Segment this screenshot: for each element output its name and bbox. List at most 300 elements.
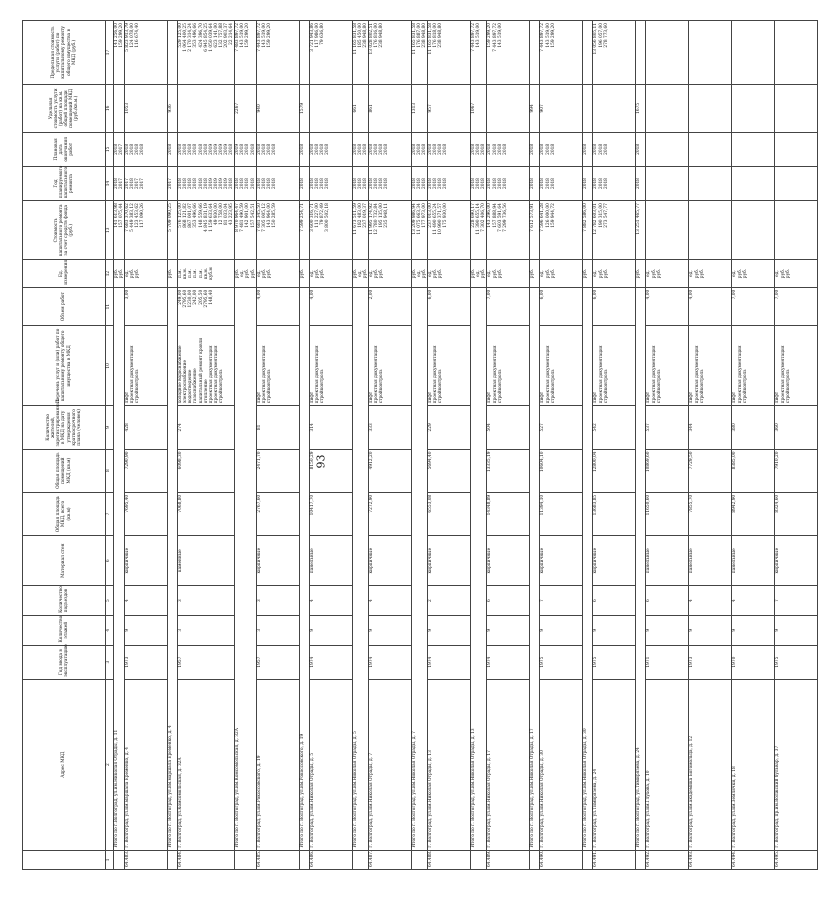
works-cell [125, 326, 168, 406]
residents-cell-value: 314 [309, 423, 315, 432]
works-cell [256, 326, 299, 406]
cost-value: 157 888,94 [492, 203, 498, 228]
column-number: 13 [106, 201, 114, 260]
works-cell [487, 326, 530, 406]
wall-material-cell-value: панельные [646, 548, 652, 574]
cost-value: 3 600 316,71 [309, 203, 315, 232]
cost-value: 7 305 005,12 [261, 203, 267, 232]
total-area-cell [593, 492, 636, 535]
wall-material-cell-value: кирпичные [593, 547, 599, 574]
unit-value: руб. [373, 268, 379, 279]
header-cell: Стоимость капитального ремонта за счет средств фонда (руб.) [23, 201, 106, 260]
floors-cell-value: 9 [775, 628, 781, 632]
date-value: 2018 [550, 143, 556, 155]
header-cell: Материал стен [23, 536, 106, 586]
limit-cost-value: 79 636,80 [319, 23, 325, 45]
residents-cell-value: 527 [540, 423, 546, 432]
premises-area-cell-value: 8150,29 [309, 451, 315, 470]
address-cell [125, 679, 168, 850]
specific-cost-cell [471, 84, 487, 132]
cost-value: 235 948,11 [384, 203, 390, 228]
floors-cell-value: 3 [256, 628, 262, 632]
building-row [593, 21, 636, 870]
limit-cost-cell [487, 21, 530, 85]
cost-value: 4 845 831,19 [203, 203, 209, 232]
work-item: лифт [646, 391, 652, 404]
header-cell: Количество этажей [23, 615, 106, 645]
specific-cost-cell [125, 84, 168, 132]
header-cell: Общая площадь помещений МКД (кв.м) [23, 449, 106, 492]
premises-area-cell [487, 449, 530, 492]
specific-cost-cell [178, 84, 235, 132]
total-area-cell [732, 492, 775, 535]
date-value: 2018 [250, 143, 256, 155]
row-number-cell [471, 850, 487, 869]
date-value: 2018 [125, 143, 131, 155]
premises-area-cell [732, 449, 775, 492]
date-value: 2018 [324, 143, 330, 155]
work-item: газоснабжение [193, 368, 199, 404]
total-area-cell-value: 7068,80 [178, 494, 184, 513]
entrances-cell [487, 586, 530, 616]
premises-area-cell-value: 8385,00 [732, 451, 738, 470]
residents-cell-value: 81 [256, 424, 262, 431]
date-value: 2018 [299, 143, 305, 155]
volume-cell [689, 287, 732, 326]
cost-value: 1 159 633,64 [208, 203, 214, 232]
row-number-cell [530, 850, 540, 869]
limit-cost-value: 7 443 897,72 [492, 23, 498, 52]
floors-cell-value: 9 [732, 628, 738, 632]
address-cell [732, 679, 775, 850]
cost-cell [540, 201, 583, 260]
commission-year-cell [689, 645, 732, 679]
subtotal-label-text: Итого по г. Волгоград, ул.им.Николая Отрады, д. 7 [411, 731, 417, 848]
subtotal-label [114, 287, 125, 850]
header-num-cell [23, 850, 106, 869]
floors-cell [428, 615, 471, 645]
cost-cell [593, 201, 636, 260]
premises-area-cell [368, 449, 411, 492]
address-text: г. Волгоград, ул.им.Николая Отрады, д. 30 [540, 750, 546, 848]
date-value: 2018 [428, 143, 434, 155]
date-value: 2018 [309, 143, 315, 155]
premises-area-cell [178, 449, 235, 492]
specific-cost-value: 1675 [636, 102, 642, 114]
year-value: 2018 [235, 178, 241, 190]
volume-cell [775, 287, 818, 326]
cost-value: 143 296,00 [487, 203, 493, 228]
unit-cell [428, 260, 471, 287]
date-cell [178, 132, 235, 166]
specific-cost-cell [299, 84, 309, 132]
year-value: 2018 [593, 178, 599, 190]
date-value: 2018 [240, 143, 246, 155]
limit-cost-cell [352, 21, 368, 85]
total-area-cell-value: 8942,90 [732, 494, 738, 513]
cost-value: 7 882 586,00 [583, 203, 589, 232]
premises-area-cell-value: 6098,30 [178, 451, 184, 470]
limit-cost-cell [299, 21, 309, 85]
premises-area-cell [689, 449, 732, 492]
volume-value: 7,00 [487, 289, 493, 300]
commission-year-cell-value: 1973 [689, 656, 695, 668]
building-row [775, 21, 818, 870]
specific-cost-cell [530, 84, 540, 132]
residents-cell-value: 380 [732, 423, 738, 432]
year-value: 2018 [114, 178, 119, 190]
building-row [125, 21, 168, 870]
year-value: 2018 [193, 178, 199, 190]
specific-cost-value: 940 [256, 104, 262, 113]
year-value: 2018 [438, 178, 444, 190]
work-item: проектная документация [208, 345, 214, 404]
unit-value: руб. [422, 268, 428, 279]
work-item: стройконтроль [218, 369, 224, 404]
limit-cost-cell [540, 21, 583, 85]
year-cell [256, 166, 299, 200]
date-value: 2018 [422, 143, 428, 155]
date-value: 2019 [224, 143, 230, 155]
date-value: 2018 [598, 143, 604, 155]
total-area-cell [309, 492, 352, 535]
unit-value: ед. [309, 270, 315, 277]
year-value: 2018 [379, 178, 385, 190]
date-value: 2018 [245, 143, 251, 155]
unit-value: руб. [438, 268, 444, 279]
limit-cost-value: 13 056 805,11 [593, 23, 599, 55]
row-number-cell [256, 850, 299, 869]
date-cell [636, 132, 646, 166]
limit-cost-value: 6 945 854,25 [203, 23, 209, 52]
premises-area-cell-value: 2471,70 [256, 451, 262, 470]
total-area-cell [689, 492, 732, 535]
subtotal-label-text: Итого по г. Волгоград, ул.Тимирязева, д. 24 [636, 747, 642, 848]
date-value: 2018 [411, 143, 417, 155]
year-value: 2017 [135, 178, 141, 190]
column-number: 8 [106, 449, 114, 492]
work-item: лифт [732, 391, 738, 404]
cost-cell [178, 201, 235, 260]
address-cell [368, 679, 411, 850]
commission-year-cell [646, 645, 689, 679]
volume-cell [428, 287, 471, 326]
cost-cell [530, 201, 540, 260]
subtotal-row [636, 21, 646, 870]
volume-value: 249,00 [178, 289, 184, 305]
cost-value: 867 001,07 [188, 203, 194, 228]
subtotal-row [530, 21, 540, 870]
unit-value: руб. [651, 268, 657, 279]
commission-year-cell [178, 645, 235, 679]
year-value: 2017 [119, 178, 125, 190]
specific-cost-value: 1067 [471, 102, 477, 114]
building-row [540, 21, 583, 870]
cost-cell [636, 201, 646, 260]
subtotal-row [168, 21, 178, 870]
building-row [487, 21, 530, 870]
cost-value: 7 481 490,59 [240, 203, 246, 232]
commission-year-cell-value: 1957 [256, 656, 262, 668]
entrances-cell-value: 4 [732, 599, 738, 602]
specific-cost-value: 957 [428, 104, 434, 113]
header-cell: Год ввода в эксплуатацию [23, 645, 106, 679]
year-cell [775, 166, 818, 200]
unit-cell [593, 260, 636, 287]
limit-cost-value: 7 443 897,72 [256, 23, 262, 52]
date-value: 2018 [583, 143, 589, 155]
work-item: лифт [256, 391, 262, 404]
limit-cost-value: 141 256,00 [114, 23, 119, 48]
header-cell: Объем работ [23, 287, 106, 326]
unit-value: ед. [428, 270, 434, 277]
limit-cost-value: 117 986,00 [314, 23, 320, 48]
unit-value: руб. [114, 268, 119, 279]
address-text: г. Волгоград, ул.им.Рокоссовского, д. 19 [256, 755, 262, 848]
row-number-cell [636, 850, 646, 869]
specific-cost-cell [583, 84, 593, 132]
limit-cost-value: 159 299,20 [119, 23, 125, 48]
total-area-cell [775, 492, 818, 535]
cost-value: 157 075,44 [119, 203, 125, 228]
subtotal-label [471, 287, 487, 850]
work-item: стройконтроль [379, 369, 385, 404]
date-value: 2017 [119, 143, 125, 155]
work-item: лифт [487, 391, 493, 404]
cost-value: 126 000,00 [545, 203, 551, 228]
specific-cost-cell [411, 84, 427, 132]
limit-cost-value: 13 028 802,51 [368, 23, 374, 55]
unit-value: руб. [362, 268, 368, 279]
date-value: 2018 [545, 143, 551, 155]
entrances-cell-value: 3 [178, 599, 184, 602]
works-cell [540, 326, 583, 406]
premises-area-cell [309, 449, 352, 492]
row-number-cell [583, 850, 593, 869]
unit-value: п.м. [188, 269, 194, 279]
date-value: 2018 [384, 143, 390, 155]
date-value: 2018 [476, 143, 482, 155]
year-cell [487, 166, 530, 200]
subtotal-label [636, 287, 646, 850]
wall-material-cell-value: кирпичные [256, 547, 262, 574]
work-item: лифт [540, 391, 546, 404]
limit-cost-value: 159 299,20 [266, 23, 272, 48]
unit-value: ед. [368, 270, 374, 277]
cost-cell [309, 201, 352, 260]
commission-year-cell [368, 645, 411, 679]
wall-material-cell [646, 536, 689, 586]
unit-value: руб. [135, 268, 141, 279]
year-cell [299, 166, 309, 200]
work-item: водоотведение [188, 369, 194, 404]
works-cell [178, 326, 235, 406]
limit-cost-value: 7 483 897,72 [235, 23, 241, 52]
floors-cell [125, 615, 168, 645]
specific-cost-value: 1053 [125, 102, 131, 114]
date-value: 2018 [373, 143, 379, 155]
specific-cost-value: 1579 [299, 102, 305, 114]
limit-cost-value: 185 450,00 [357, 23, 363, 48]
column-number: 5 [106, 586, 114, 616]
date-value: 2019 [208, 143, 214, 155]
work-item: лифт [309, 391, 315, 404]
unit-value: руб. [780, 268, 786, 279]
subtotal-label-text: Итого по г. Волгоград, ул.им.Рокоссовского, д. 19 [299, 733, 305, 848]
year-value: 2019 [218, 178, 224, 190]
work-item: проектная документация [261, 345, 267, 404]
limit-cost-cell [125, 21, 168, 85]
year-cell [428, 166, 471, 200]
premises-area-cell [540, 449, 583, 492]
unit-value: руб. [250, 268, 256, 279]
row-number-cell [352, 850, 368, 869]
cost-value: 7 599 254,71 [299, 203, 305, 232]
limit-cost-value: 159 299,20 [245, 23, 251, 48]
date-value: 2018 [135, 143, 141, 155]
column-number: 6 [106, 536, 114, 586]
cost-value: 8 970 964,47 [235, 203, 241, 232]
cost-value: 111 227,00 [314, 203, 320, 228]
cost-value: 11 390 655,14 [476, 203, 482, 235]
year-value: 2018 [198, 178, 204, 190]
cost-value: 353 496,66 [193, 203, 199, 228]
row-number: 64.487. [368, 850, 374, 867]
residents-cell [689, 406, 732, 449]
premises-area-cell-value: 12800,04 [593, 451, 599, 473]
date-value: 2019 [218, 143, 224, 155]
wall-material-cell-value: кирпичные [487, 547, 493, 574]
limit-cost-value: 623 141,00 [213, 23, 219, 48]
cost-value: 49 930,00 [213, 203, 219, 226]
limit-cost-value: 353 496,66 [193, 23, 199, 48]
column-number: 3 [106, 645, 114, 679]
date-value: 2018 [502, 143, 508, 155]
year-value: 2018 [598, 178, 604, 190]
row-number-cell [178, 850, 235, 869]
volume-value: 2,00 [368, 289, 374, 300]
residents-cell-value: 504 [487, 423, 493, 432]
commission-year-cell [593, 645, 636, 679]
commission-year-cell [428, 645, 471, 679]
works-cell [689, 326, 732, 406]
floors-cell-value: 9 [689, 628, 695, 632]
date-value: 2018 [636, 143, 642, 155]
volume-value: 6,00 [428, 289, 434, 300]
header-row [23, 21, 106, 870]
header-cell: Удельная стоимость услуги (работ) на кв.м. общей площади помещений МКД (руб./кв.м.) [23, 84, 106, 132]
year-value: 2018 [188, 178, 194, 190]
row-number: 64.495. [775, 850, 781, 867]
volume-value: 1230,00 [188, 289, 194, 308]
date-cell [352, 132, 368, 166]
total-area-cell-value: 2767,60 [256, 494, 262, 513]
residents-cell-value: 360 [775, 423, 781, 432]
limit-cost-value: 3 721 943,86 [309, 23, 315, 52]
limit-cost-value: 5 823 913,79 [125, 23, 131, 52]
works-cell [646, 326, 689, 406]
limit-cost-value: 202 903,37 [224, 23, 230, 48]
unit-value: руб. [379, 268, 385, 279]
floors-cell [689, 615, 732, 645]
row-number: 64.494. [732, 850, 738, 867]
unit-value: ед. [240, 270, 246, 277]
total-area-cell-value: 7695,40 [125, 494, 131, 513]
works-cell [428, 326, 471, 406]
premises-area-cell [775, 449, 818, 492]
cost-cell [775, 201, 818, 260]
date-value: 2018 [178, 143, 184, 155]
premises-area-cell [256, 449, 299, 492]
work-item: стройконтроль [438, 369, 444, 404]
limit-cost-value: 176 816,00 [373, 23, 379, 48]
year-value: 2018 [502, 178, 508, 190]
volume-value: 3,00 [125, 289, 131, 300]
unit-cell [583, 260, 593, 287]
limit-cost-cell [114, 21, 125, 85]
cost-value: 11 075 663,34 [416, 203, 422, 235]
limit-cost-value: 278 773,60 [603, 23, 609, 48]
residents-cell [593, 406, 636, 449]
unit-value: руб. [471, 268, 477, 279]
year-cell [636, 166, 646, 200]
entrances-cell [368, 586, 411, 616]
cost-value: 13 251 465,77 [636, 203, 642, 235]
cost-value: 237 019,37 [362, 203, 368, 228]
header-cell: Предельная стоимость услуги (работ) по капитальному ремонту общего имущества в МКД (руб.) [23, 21, 106, 85]
limit-cost-cell [256, 21, 299, 85]
unit-cell [775, 260, 818, 287]
unit-value: руб. [314, 268, 320, 279]
year-value: 2018 [476, 178, 482, 190]
subtotal-label [411, 287, 427, 850]
year-cell [168, 166, 178, 200]
row-number: 64.483. [125, 850, 131, 867]
year-value: 2018 [229, 178, 235, 190]
volume-value: 2795,60 [203, 289, 209, 308]
limit-cost-cell [646, 21, 689, 85]
unit-value: ед. [357, 270, 363, 277]
wall-material-cell-value: панельные [689, 548, 695, 574]
address-text: г. Волгоград, ул.им.Николая Отрады, д. 13 [428, 750, 434, 848]
address-cell [593, 679, 636, 850]
cost-cell [646, 201, 689, 260]
work-item: стройконтроль [603, 369, 609, 404]
year-value: 2017 [140, 178, 146, 190]
cost-cell [299, 201, 309, 260]
commission-year-cell-value: 1975 [593, 656, 599, 668]
limit-cost-cell [309, 21, 352, 85]
unit-value: руб. [433, 268, 439, 279]
unit-value: руб. [598, 268, 604, 279]
work-item: проектная документация [694, 345, 700, 404]
year-value: 2018 [203, 178, 209, 190]
unit-cell [114, 260, 125, 287]
specific-cost-cell [368, 84, 411, 132]
work-item: стройконтроль [266, 369, 272, 404]
date-value: 2018 [140, 143, 146, 155]
unit-value: руб. [603, 268, 609, 279]
wall-material-cell-value: панельные [732, 548, 738, 574]
volume-cell [125, 287, 168, 326]
row-number-cell [368, 850, 411, 869]
cost-value: 177 973,00 [422, 203, 428, 228]
residents-cell [178, 406, 235, 449]
building-row [428, 21, 471, 870]
total-area-cell [487, 492, 530, 535]
work-item: проектная документация [545, 345, 551, 404]
cost-cell [168, 201, 178, 260]
